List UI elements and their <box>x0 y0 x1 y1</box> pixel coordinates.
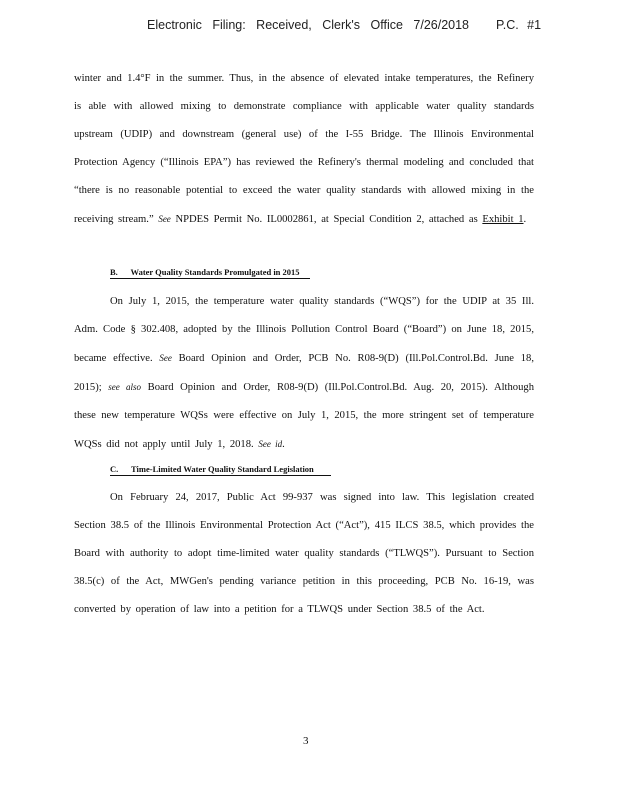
heading-letter: B. <box>110 267 118 277</box>
citation-signal: See <box>159 353 172 363</box>
heading-title: Time-Limited Water Quality Standard Legislation <box>131 464 314 474</box>
citation-signal: See id <box>258 439 283 449</box>
heading-title: Water Quality Standards Promulgated in 2015 <box>130 267 300 277</box>
section-heading-b <box>110 267 310 279</box>
pc-number: P.C. #1 <box>496 18 542 32</box>
section-heading-c <box>110 464 331 476</box>
paragraph-refinery-modeling: winter and 1.4°F in the summer. Thus, in the absence of elevated intake temperatures, the Refinery is able with allowed mixing to demonstrate compliance with applicable water quality standards upstream (UDIP) and downstream (general use) of the I-55 Bridge. The Illinois Environmental Protection Agency (“Illinois EPA”) has reviewed the Refinery's thermal modeling and concluded that “there is no reasonable potential to exceed the water quality standards with allowed mixing in the receiving stream.” See NPDES Permit No. IL0002861, at Special Condition 2, attached as Exhibit 1. <box>74 73 534 225</box>
paragraph-tlwqs-legislation: On February 24, 2017, Public Act 99-937 was signed into law. This legislation created Section 38.5 of the Illinois Environmental Protection Act (“Act”), 415 ILCS 38.5, which provides the Board with authority to adopt time-limited water quality standards (“TLWQS”). Pursuant to Section 38.5(c) of the Act, MWGen's pending variance petition in this proceeding, PCB No. 16-19, was converted by operation of law into a petition for a TLWQS under Section 38.5 of the Act. <box>74 492 534 615</box>
paragraph-wqs-2015: On July 1, 2015, the temperature water quality standards (“WQS”) for the UDIP at 35 Ill. Adm. Code § 302.408, adopted by the Illinois Pollution Control Board (“Board”) on June 18, 2015, became effective. See Board Opinion and Order, PCB No. R08-9(D) (Ill.Pol.Control.Bd. June 18, 2015); see also Board Opinion and Order, R08-9(D) (Ill.Pol.Control.Bd. Aug. 20, 2015). Although these new temperature WQSs were effective on July 1, 2015, the more stringent set of temperature WQSs did not apply until July 1, 2018. See id. <box>74 296 534 450</box>
heading-letter: C. <box>110 464 119 474</box>
paragraph-text: NPDES Permit No. IL0002861, at Special Condition 2, attached as <box>175 214 478 225</box>
exhibit-1-link[interactable]: Exhibit 1 <box>482 214 524 225</box>
citation-signal: See <box>158 214 171 224</box>
citation-signal: see also <box>108 382 142 392</box>
paragraph-text: winter and 1.4°F in the summer. Thus, in the absence of elevated intake temperatures, the Refinery is able with allowed mixing to demonstrate compliance with applicable water quality standards upstream (UDIP) and downstream (general use) of the I-55 Bridge. The Illinois Environmental Protection Agency (“Illinois EPA”) has reviewed the Refinery's thermal modeling and concluded that “there is no reasonable potential to exceed the water quality standards with allowed mixing in the receiving stream.” <box>74 73 534 225</box>
filing-header: Electronic Filing: Received, Clerk's Office 7/26/2018 <box>147 18 470 32</box>
page-number: 3 <box>303 735 309 747</box>
